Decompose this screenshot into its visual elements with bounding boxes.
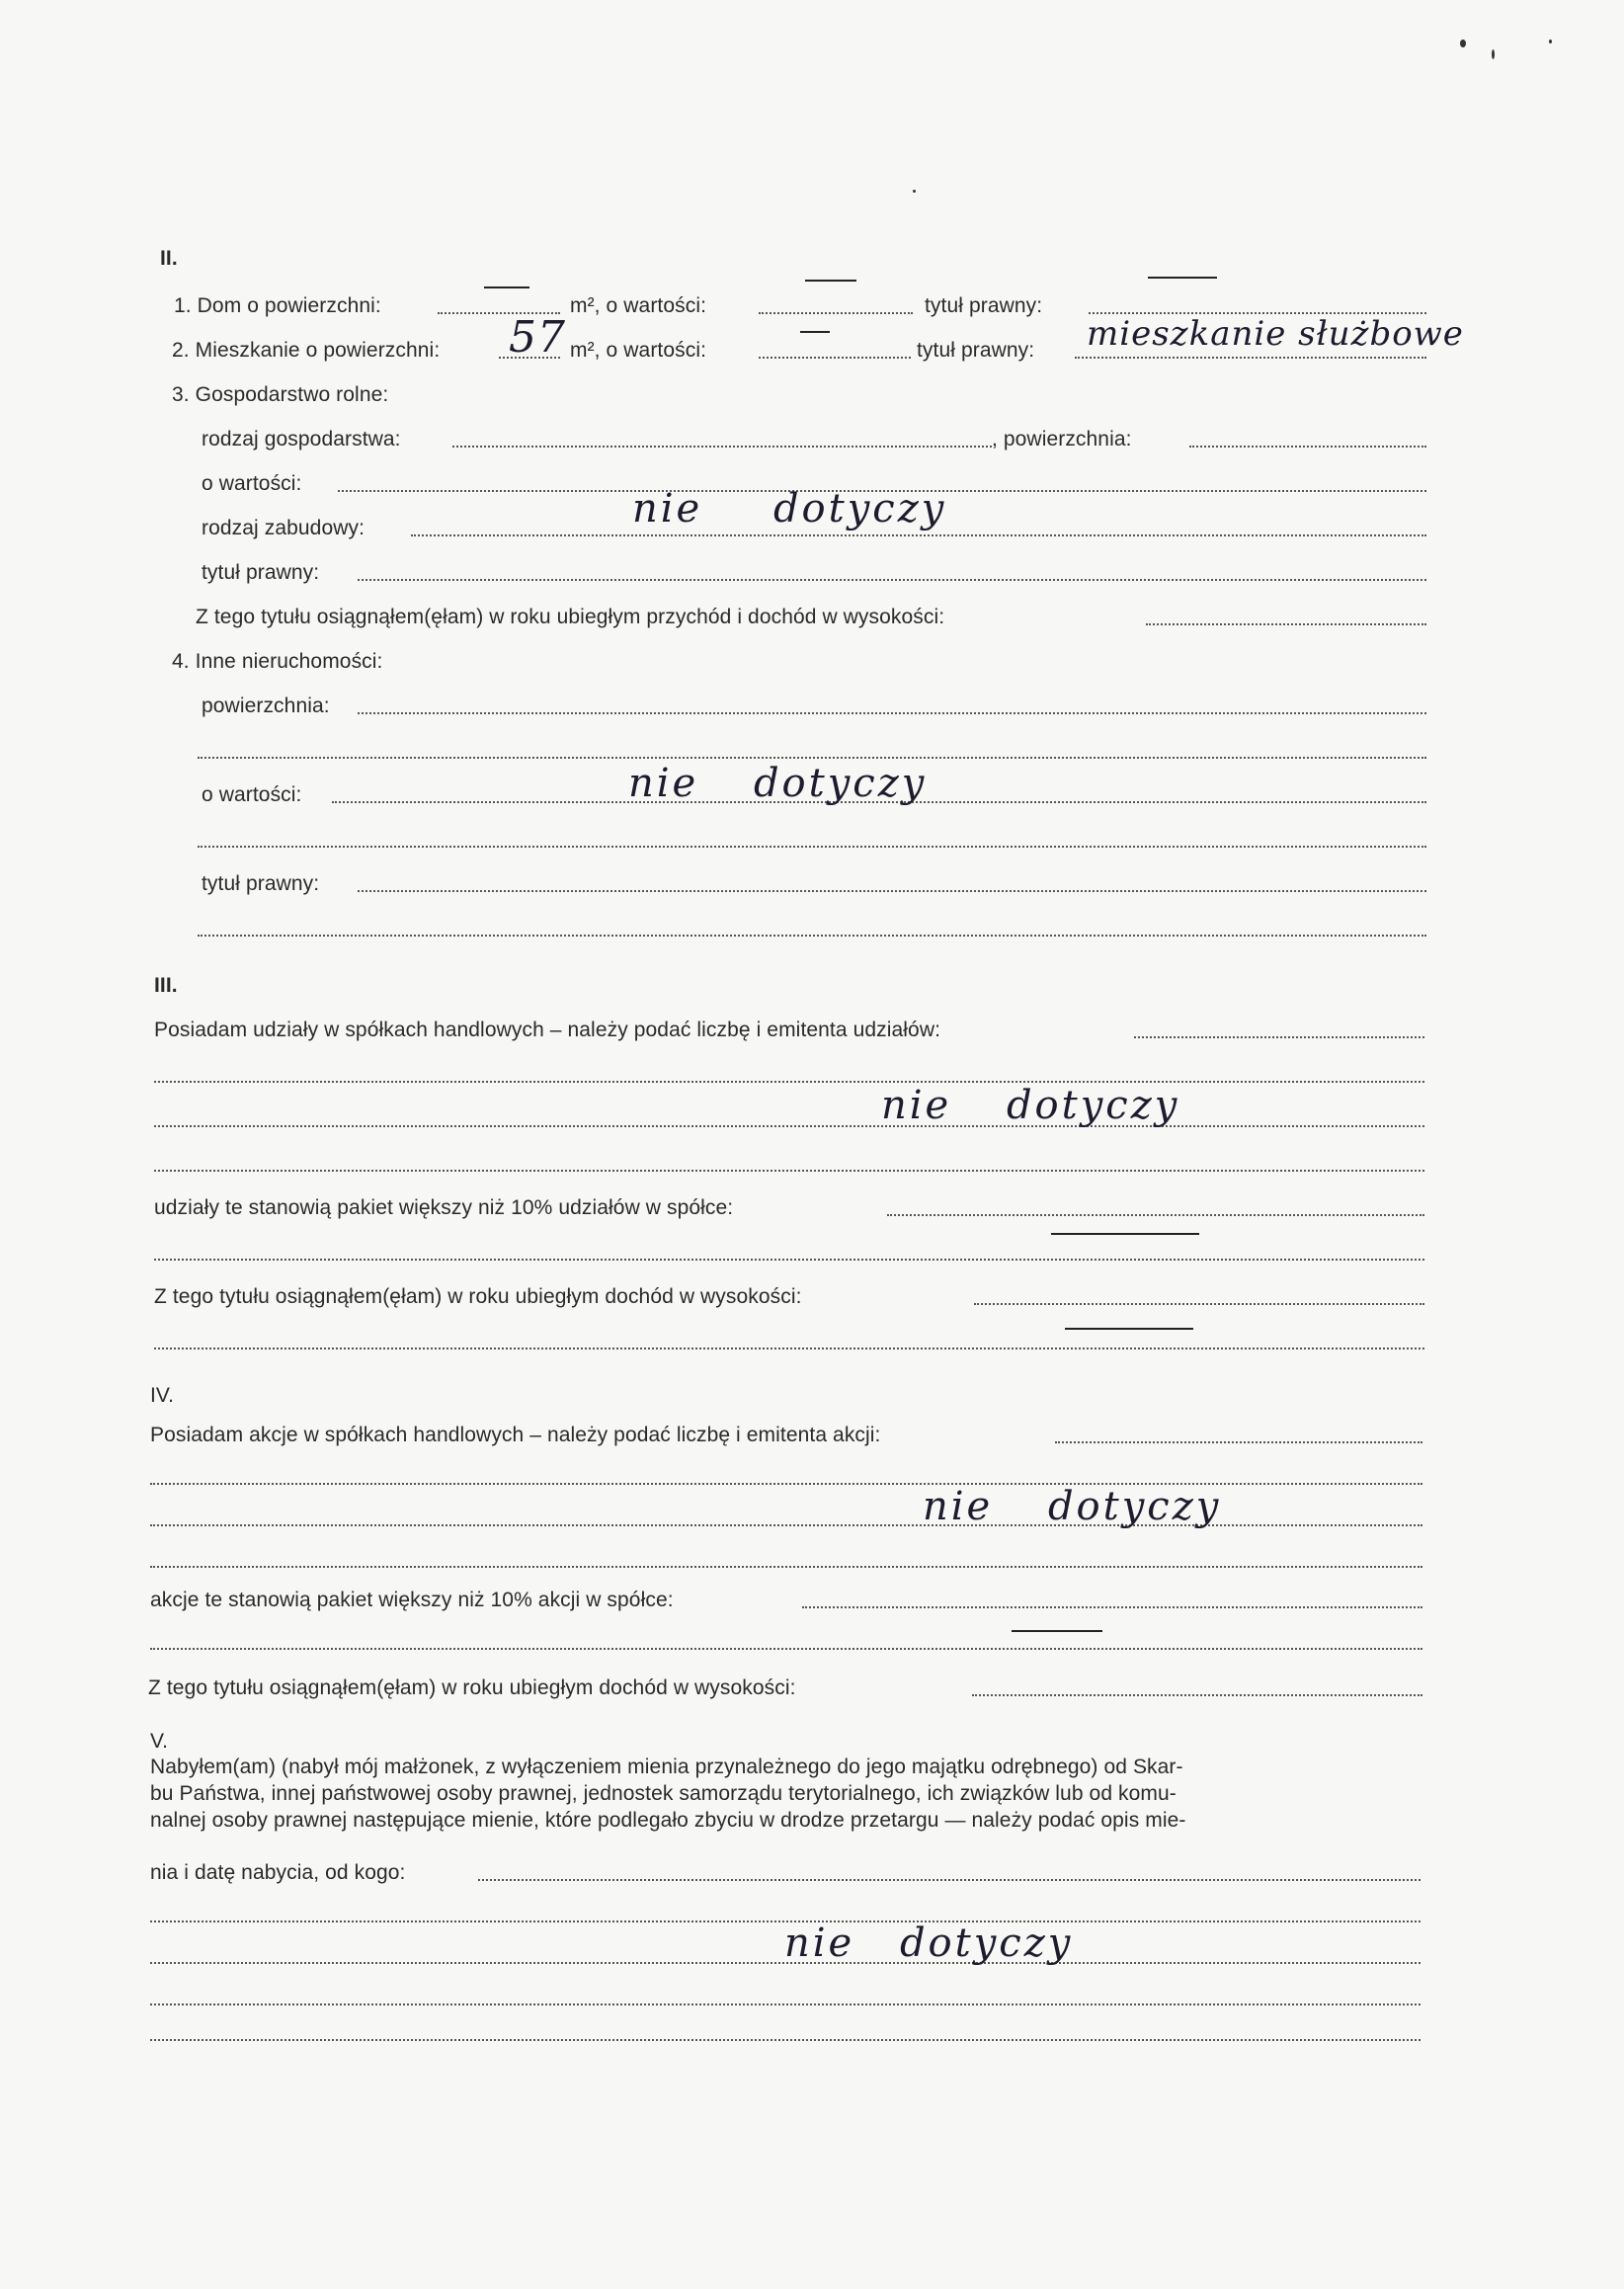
other-title-field[interactable] [358, 890, 1426, 892]
house-value-dash [805, 280, 856, 282]
other-property-heading: 4. Inne nieruchomości: [172, 650, 383, 673]
shares-label: Posiadam udziały w spółkach handlowych – należy podać liczbę i emitenta udziałów: [154, 1019, 941, 1041]
stocks-handwritten-note: nie dotyczy [923, 1484, 1222, 1529]
stocks-field-line4[interactable] [150, 1566, 1422, 1568]
farm-kind-field[interactable] [452, 446, 992, 448]
other-value-label: o wartości: [202, 783, 302, 806]
house-area-dash [484, 286, 529, 288]
farm-title-label: tytuł prawny: [202, 561, 320, 584]
farm-area-field[interactable] [1189, 446, 1426, 448]
stocks-field-line2[interactable] [150, 1483, 1422, 1485]
house-title-label: tytuł prawny: [925, 294, 1043, 317]
other-title-label: tytuł prawny: [202, 872, 320, 895]
stocks-label: Posiadam akcje w spółkach handlowych – należy podać liczbę i emitenta akcji: [150, 1424, 881, 1446]
flat-title-field[interactable] [1075, 357, 1426, 359]
shares-income-dash [1065, 1328, 1193, 1330]
stocks-income-label: Z tego tytułu osiągnąłem(ęłam) w roku ubiegłym dochód w wysokości: [148, 1676, 796, 1699]
scan-speck [913, 190, 916, 193]
shares-income-label: Z tego tytułu osiągnąłem(ęłam) w roku ubiegłym dochód w wysokości: [154, 1285, 802, 1308]
farm-buildings-field[interactable] [411, 534, 1426, 536]
farm-income-field[interactable] [1146, 623, 1426, 625]
flat-title-label: tytuł prawny: [917, 339, 1035, 362]
flat-value-label: m², o wartości: [570, 339, 707, 362]
other-title-field-line2[interactable] [198, 935, 1426, 937]
section-heading-ii: II. [160, 247, 178, 270]
shares-field-line3[interactable] [154, 1125, 1424, 1127]
house-value-field[interactable] [759, 312, 913, 314]
shares-income-field[interactable] [974, 1303, 1424, 1305]
stocks-packet-label: akcje te stanowią pakiet większy niż 10% akcji w spółce: [150, 1589, 674, 1611]
stocks-packet-field-line2[interactable] [150, 1648, 1422, 1650]
scan-speck [1549, 40, 1552, 43]
flat-value-dash [800, 331, 830, 333]
shares-packet-field[interactable] [887, 1214, 1424, 1216]
farm-buildings-label: rodzaj zabudowy: [202, 517, 365, 539]
house-area-label: 1. Dom o powierzchni: [174, 294, 381, 317]
acquired-property-text-line3: nalnej osoby prawnej następujące mienie, które podlegało zbyciu w drodze przetargu — należy podać opis mie- [150, 1809, 1186, 1832]
shares-field[interactable] [1134, 1036, 1424, 1038]
shares-field-line4[interactable] [154, 1170, 1424, 1172]
other-value-field-line2[interactable] [198, 846, 1426, 848]
farm-title-field[interactable] [358, 579, 1426, 581]
acquired-property-text-line2: bu Państwa, innej państwowej osoby prawnej, jednostek samorządu terytorialnego, ich związków lub od komu- [150, 1782, 1177, 1805]
scan-speck [1460, 40, 1466, 47]
scan-speck [1492, 49, 1495, 59]
farm-heading: 3. Gospodarstwo rolne: [172, 383, 389, 406]
other-handwritten-note: nie dotyczy [628, 761, 928, 806]
acquired-property-text-line1: Nabyłem(am) (nabył mój małżonek, z wyłączeniem mienia przynależnego do jego majątku odrębnego) od Skar- [150, 1756, 1183, 1778]
acquired-handwritten-note: nie dotyczy [784, 1921, 1074, 1966]
flat-area-handwritten: 57 [509, 312, 566, 363]
farm-kind-label: rodzaj gospodarstwa: [202, 428, 401, 450]
acquired-property-text-line4: nia i datę nabycia, od kogo: [150, 1861, 406, 1884]
stocks-packet-dash [1012, 1630, 1102, 1632]
farm-income-label: Z tego tytułu osiągnąłem(ęłam) w roku ubiegłym przychód i dochód w wysokości: [196, 606, 945, 628]
house-value-label: m², o wartości: [570, 294, 707, 317]
house-title-dash [1148, 277, 1217, 279]
shares-packet-dash [1051, 1233, 1199, 1235]
section-heading-iii: III. [154, 974, 178, 997]
stocks-packet-field[interactable] [802, 1606, 1422, 1608]
farm-value-label: o wartości: [202, 472, 302, 495]
acquired-property-field[interactable] [478, 1879, 1421, 1881]
acquired-property-field-line4[interactable] [150, 2003, 1421, 2005]
flat-area-label: 2. Mieszkanie o powierzchni: [172, 339, 441, 362]
other-area-label: powierzchnia: [202, 695, 330, 717]
flat-title-handwritten: mieszkanie służbowe [1087, 314, 1464, 354]
stocks-field-line3[interactable] [150, 1524, 1422, 1526]
shares-packet-label: udziały te stanowią pakiet większy niż 10% udziałów w spółce: [154, 1196, 734, 1219]
flat-value-field[interactable] [759, 357, 911, 359]
shares-field-line2[interactable] [154, 1081, 1424, 1083]
stocks-field[interactable] [1055, 1441, 1422, 1443]
shares-handwritten-note: nie dotyczy [881, 1083, 1180, 1128]
section-heading-v: V. [150, 1730, 169, 1753]
stocks-income-field[interactable] [972, 1694, 1422, 1696]
farm-handwritten-note: nie dotyczy [632, 486, 947, 531]
farm-area-label: , powierzchnia: [992, 428, 1132, 450]
shares-income-field-line2[interactable] [154, 1348, 1424, 1349]
other-area-field-line2[interactable] [198, 757, 1426, 759]
section-heading-iv: IV. [150, 1384, 175, 1407]
acquired-property-field-line5[interactable] [150, 2039, 1421, 2041]
other-area-field[interactable] [358, 712, 1426, 714]
shares-packet-field-line2[interactable] [154, 1259, 1424, 1261]
